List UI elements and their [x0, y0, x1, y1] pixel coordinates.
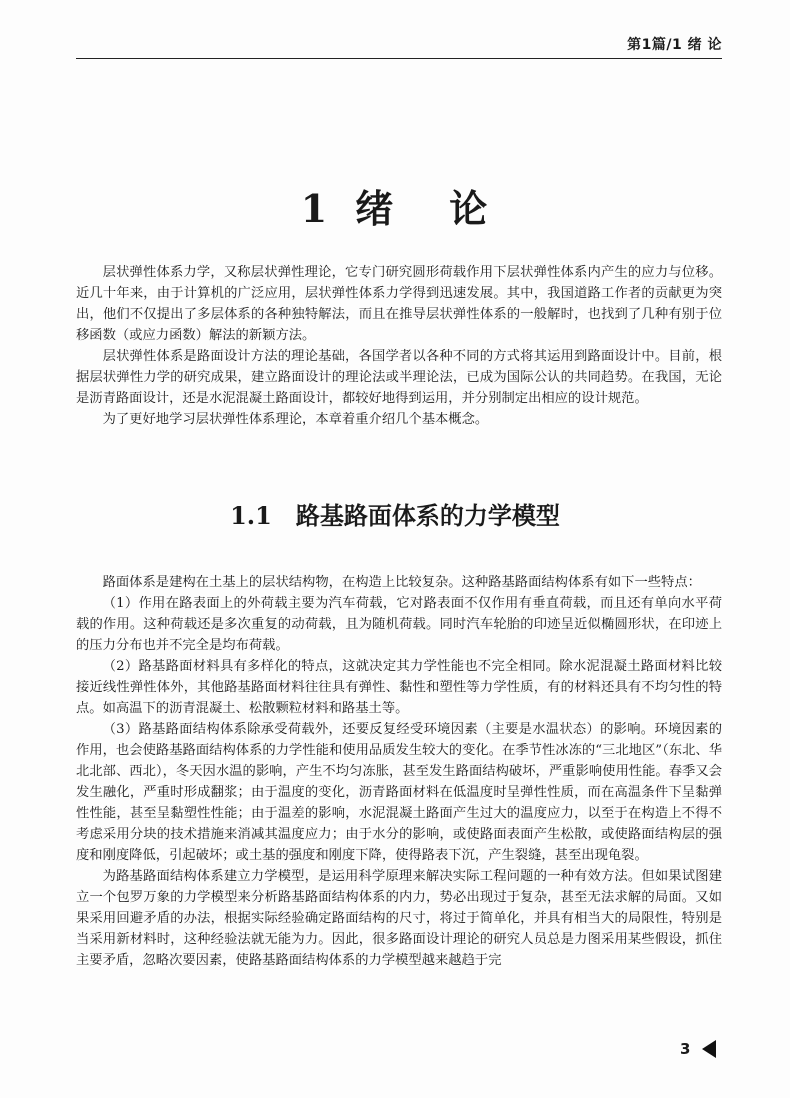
- chapter-title-part1: 绪: [355, 186, 396, 231]
- section-paragraph: 路面体系是建构在土基上的层状结构物，在构造上比较复杂。这种路基路面结构体系有如下一些特点：: [102, 575, 701, 590]
- chapter-title-part2: 论: [449, 186, 490, 231]
- page-number: 3: [680, 1040, 691, 1058]
- intro-paragraph: 层状弹性体系是路面设计方法的理论基础，各国学者以各种不同的方式将其运用到路面设计中。目前，根据层状弹性力学的研究成果，建立路面设计的理论法或半理论法，已成为国际公认的共同趋势。在我国，无论是沥青路面设计，还是水泥混凝土路面设计，都较好地得到运用，并分别制定出相应的设计规范。: [76, 349, 722, 406]
- chapter-number: 1: [300, 186, 330, 231]
- left-triangle-icon: [702, 1040, 716, 1058]
- section-paragraph: 为路基路面结构体系建立力学模型，是运用科学原理来解决实际工程问题的一种有效方法。但如果试图建立一个包罗万象的力学模型来分析路基路面结构体系的内力，势必出现过于复杂，甚至无法求解的局面。又如果采用回避矛盾的办法，根据实际经验确定路面结构的尺寸，将过于简单化，并具有相当大的局限性，特别是当采用新材料时，这种经验法就无能为力。因此，很多路面设计理论的研究人员总是力图采用某些假设，抓住主要矛盾，忽略次要因素，使路基路面结构体系的力学模型越来越趋于完: [76, 869, 722, 968]
- header-rule: [76, 58, 722, 59]
- chapter-title: [0, 178, 790, 233]
- section-paragraph: （3）路基路面结构体系除承受荷载外，还要反复经受环境因素（主要是水温状态）的影响。环境因素的作用，也会使路基路面结构体系的力学性能和使用品质发生较大的变化。在季节性冰冻的“三北地区”（东北、华北北部、西北），冬天因水温的影响，产生不均匀冻胀，甚至发生路面结构破坏，严重影响使用性能。春季又会发生融化，严重时形成翻浆；由于温度的变化，沥青路面材料在低温度时呈弹性性质，而在高温条件下呈黏弹性性能，甚至呈黏塑性性能；由于温差的影响，水泥混凝土路面产生过大的温度应力，以至于在构造上不得不考虑采用分块的技术措施来消减其温度应力；由于水分的影响，或使路面表面产生松散，或使路面结构层的强度和刚度降低，引起破坏；或土基的强度和刚度下降，使得路表下沉，产生裂缝，甚至出现龟裂。: [76, 722, 722, 863]
- section-heading: [0, 496, 790, 531]
- page-footer: [680, 1040, 716, 1058]
- section-paragraph: （1）作用在路表面上的外荷载主要为汽车荷载，它对路表面不仅作用有垂直荷载，而且还有单向水平荷载的作用。这种荷载还是多次重复的动荷载，且为随机荷载。同时汽车轮胎的印迹呈近似椭圆形状，在印迹上的压力分布也并不完全是均布荷载。: [76, 596, 722, 653]
- intro-paragraph: 层状弹性体系力学，又称层状弹性理论，它专门研究圆形荷载作用下层状弹性体系内产生的应力与位移。近几十年来，由于计算机的广泛应用，层状弹性体系力学得到迅速发展。其中，我国道路工作者的贡献更为突出，他们不仅提出了多层体系的各种独特解法，而且在推导层状弹性体系的一般解时，也找到了几种有别于位移函数（或应力函数）解法的新颖方法。: [76, 265, 722, 343]
- intro-text: [76, 262, 722, 430]
- section-number: 1.1: [230, 501, 272, 530]
- running-header-text: 第1篇/1 绪 论: [627, 37, 722, 53]
- intro-paragraph: 为了更好地学习层状弹性体系理论，本章着重介绍几个基本概念。: [102, 412, 489, 427]
- section-title: 路基路面体系的力学模型: [295, 501, 560, 530]
- section-text: [76, 572, 722, 971]
- section-paragraph: （2）路基路面材料具有多样化的特点，这就决定其力学性能也不完全相同。除水泥混凝土路面材料比较接近线性弹性体外，其他路基路面材料往往具有弹性、黏性和塑性等力学性质，有的材料还具有不均匀性的特点。如高温下的沥青混凝土、松散颗粒材料和路基土等。: [76, 659, 722, 716]
- running-header: [76, 34, 722, 54]
